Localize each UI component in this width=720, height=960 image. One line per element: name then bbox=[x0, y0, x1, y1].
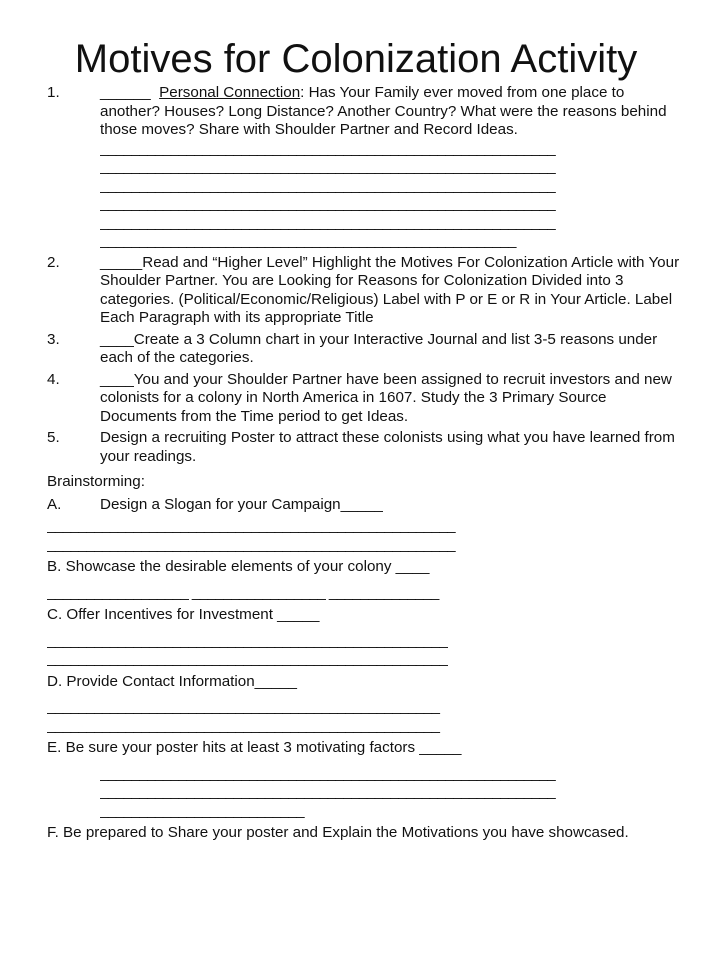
brainstorm-d: D. Provide Contact Information_____ bbox=[47, 672, 297, 690]
brainstorm-b: B. Showcase the desirable elements of your colony ____ bbox=[47, 558, 430, 575]
answer-line: ___________________________________________________ bbox=[47, 631, 448, 649]
item-number: 2. bbox=[47, 253, 60, 271]
list-item-2 bbox=[47, 254, 687, 328]
brainstorm-a bbox=[47, 496, 687, 515]
answer-line: __________________________________________________________ bbox=[100, 764, 556, 782]
personal-connection-label: Personal Connection bbox=[159, 84, 301, 101]
blank-line: ______ bbox=[100, 84, 151, 101]
answer-line: __________________________ bbox=[100, 801, 305, 819]
answer-line: __________________ _________________ ______________ bbox=[47, 583, 439, 601]
answer-line: __________________________________________________________ bbox=[100, 139, 556, 157]
activity-body bbox=[47, 84, 687, 843]
brainstorming-heading: Brainstorming: bbox=[47, 473, 145, 490]
answer-line: __________________________________________________________ bbox=[100, 195, 556, 212]
list-item-5 bbox=[47, 429, 687, 466]
item-number: 1. bbox=[47, 84, 60, 101]
item-text: Design a Slogan for your Campaign_____ bbox=[100, 495, 383, 513]
item-number: 5. bbox=[47, 429, 60, 446]
list-item-4 bbox=[47, 371, 687, 427]
answer-line: __________________________________________________________ bbox=[100, 158, 556, 175]
answer-line: ____________________________________________________ bbox=[47, 517, 456, 534]
answer-line: __________________________________________________ bbox=[47, 698, 440, 715]
item-letter: A. bbox=[47, 495, 62, 513]
item-text: ____Create a 3 Column chart in your Interactive Journal and list 3-5 reasons under each of the categories. bbox=[100, 330, 658, 366]
brainstorm-c: C. Offer Incentives for Investment _____ bbox=[47, 606, 320, 623]
page-title: Motives for Colonization Activity bbox=[74, 37, 638, 81]
answer-line: __________________________________________________ bbox=[47, 716, 440, 734]
item-number: 4. bbox=[47, 370, 60, 388]
list-item-1 bbox=[47, 84, 687, 251]
item-text: ____You and your Shoulder Partner have been assigned to recruit investors and new colonists for a colony in North America in 1607. Study the 3 Primary Source Documents from the Time period to get Ideas. bbox=[100, 370, 672, 425]
item-number: 3. bbox=[47, 330, 60, 348]
answer-line: __________________________________________________________ bbox=[100, 176, 556, 194]
brainstorm-f: F. Be prepared to Share your poster and Explain the Motivations you have showcased. bbox=[47, 824, 629, 841]
brainstorm-e: E. Be sure your poster hits at least 3 motivating factors _____ bbox=[47, 739, 462, 756]
answer-line: __________________________________________________________ bbox=[100, 213, 556, 231]
item-text: _____Read and “Higher Level” Highlight the Motives For Colonization Article with Your Shoulder Partner. You are Looking for Reasons for Colonization Divided into 3 categories. (Political/Economic/Religious) Label with P or E or R in Your Article. Label Each Paragraph with its appropriate Title bbox=[100, 253, 680, 326]
answer-line: _____________________________________________________ bbox=[100, 232, 516, 249]
answer-line: ___________________________________________________ bbox=[47, 650, 448, 667]
answer-line: ____________________________________________________ bbox=[47, 535, 456, 553]
item-text: Design a recruiting Poster to attract these colonists using what you have learned from your readings. bbox=[100, 429, 675, 465]
answer-line: __________________________________________________________ bbox=[100, 783, 556, 800]
list-item-3 bbox=[47, 331, 687, 368]
item-text: : Has Your Family ever moved from one place to another? Houses? Long Distance? Another Country? What were the reasons behind those moves? Share with Shoulder Partner and Record Ideas. bbox=[100, 84, 667, 138]
